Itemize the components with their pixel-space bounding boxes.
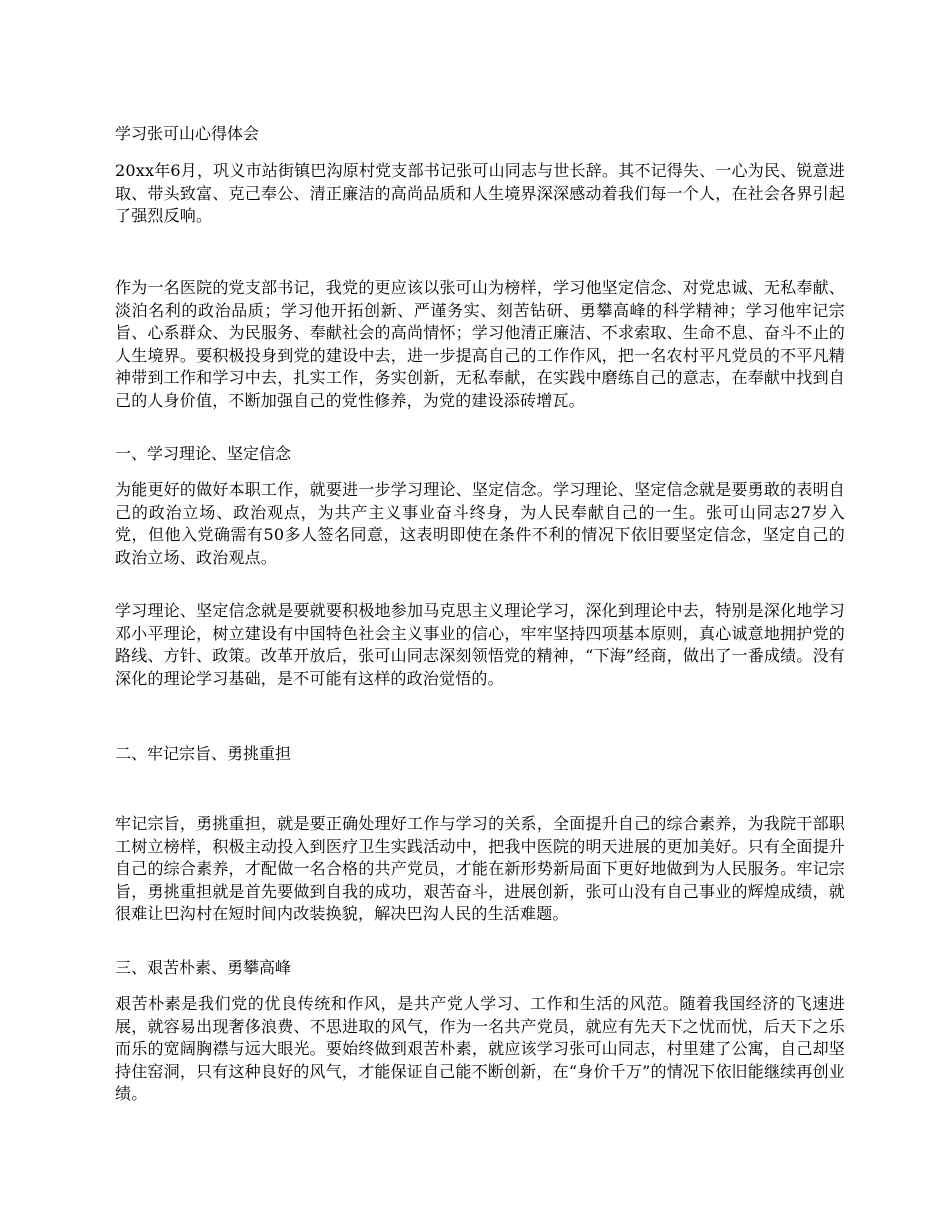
role-paragraph: 作为一名医院的党支部书记，我党的更应该以张可山为榜样，学习他坚定信念、对党忠诚、无私奉献、淡泊名利的政治品质；学习他开拓创新、严谨务实、刻苦钻研、勇攀高峰的科学精神；学习他牢记宗旨、心系群众、为民服务、奉献社会的高尚情怀；学习他清正廉洁、不求索取、生命不息、奋斗不止的人生境界。要积极投身到党的建设中去，进一步提高自己的工作作风，把一名农村平凡党员的不平凡精神带到工作和学习中去，扎实工作，务实创新，无私奉献，在实践中磨练自己的意志，在奉献中找到自己的人身价值，不断加强自己的党性修养，为党的建设添砖增瓦。 bbox=[115, 278, 845, 410]
section2-heading: 二、牢记宗旨、勇挑重担 bbox=[115, 744, 292, 763]
section3-heading: 三、艰苦朴素、勇攀高峰 bbox=[115, 958, 292, 977]
section1-paragraph-1: 为能更好的做好本职工作，就要进一步学习理论、坚定信念。学习理论、坚定信念就是要勇敢的表明自己的政治立场、政治观点，为共产主义事业奋斗终身，为人民奉献自己的一生。张可山同志27岁入党，但他入党确需有50多人签名同意，这表明即使在条件不利的情况下依旧要坚定信念，坚定自己的政治立场、政治观点。 bbox=[115, 480, 845, 567]
section2-paragraph-1: 牢记宗旨，勇挑重担，就是要正确处理好工作与学习的关系，全面提升自己的综合素养，为我院干部职工树立榜样，积极主动投入到医疗卫生实践活动中，把我中医院的明天进展的更加美好。只有全面提升自己的综合素养，才配做一名合格的共产党员，才能在新形势新局面下更好地做到为人民服务。牢记宗旨，勇挑重担就是首先要做到自我的成功，艰苦奋斗，进展创新，张可山没有自己事业的辉煌成绩，就很难让巴沟村在短时间内改装换貌，解决巴沟人民的生活难题。 bbox=[115, 814, 845, 923]
section1-paragraph-2: 学习理论、坚定信念就是要就要积极地参加马克思主义理论学习，深化到理论中去，特别是深化地学习邓小平理论，树立建设有中国特色社会主义事业的信心，牢牢坚持四项基本原则，真心诚意地拥护党的路线、方针、政策。改革开放后，张可山同志深刻领悟党的精神，“下海”经商，做出了一番成绩。没有深化的理论学习基础，是不可能有这样的政治觉悟的。 bbox=[115, 601, 845, 688]
document-title: 学习张可山心得体会 bbox=[115, 124, 260, 143]
section1-heading: 一、学习理论、坚定信念 bbox=[115, 444, 292, 463]
section3-paragraph-1: 艰苦朴素是我们党的优良传统和作风，是共产党人学习、工作和生活的风范。随着我国经济的飞速进展，就容易出现奢侈浪费、不思进取的风气，作为一名共产党员，就应有先天下之忧而忧，后天下之乐而乐的宽阔胸襟与远大眼光。要始终做到艰苦朴素，就应该学习张可山同志，村里建了公寓，自己却坚持住窑洞，只有这种良好的风气，才能保证自己能不断创新，在“身价千万”的情况下依旧能继续再创业绩。 bbox=[115, 994, 845, 1103]
intro-paragraph: 20xx年6月，巩义市站街镇巴沟原村党支部书记张可山同志与世长辞。其不记得失、一心为民、锐意进取、带头致富、克己奉公、清正廉洁的高尚品质和人生境界深深感动着我们每一个人，在社会各界引起了强烈反响。 bbox=[115, 161, 845, 225]
